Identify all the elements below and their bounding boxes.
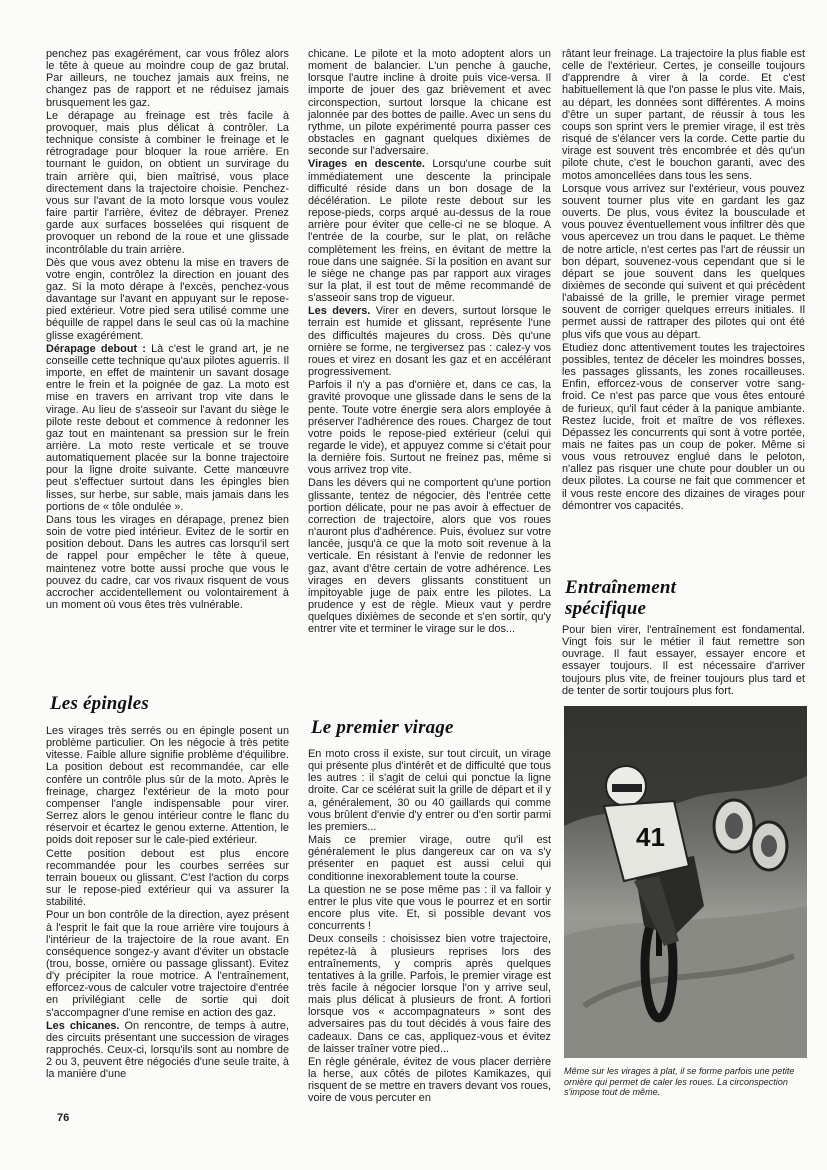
column-2 xyxy=(308,48,551,636)
photo-caption: Même sur les virages à plat, il se forme parfois une petite ornière qui permet de caler les roues. La circonspection s'impose tout de même. xyxy=(564,1066,795,1098)
paragraph: Les virages très serrés ou en épingle posent un problème particulier. On les négocie à très petite vitesse. Faible allure signifie problème d'équilibre. La position debout est recommandée, car elle confère un contrôle plus sûr de la moto. Après le freinage, chargez l'extérieur de la moto pour compenser l'angle indispensable pour virer. Serrez alors le genou intérieur contre le flanc du réservoir et écartez le genou externe. Attention, le poids doit reposer sur le cale-pied extérieur. xyxy=(46,725,289,847)
paragraph: Dès que vous avez obtenu la mise en travers de votre engin, contrôlez la direction en jouant des gaz. Si la moto dérape à l'excès, penchez-vous davantage sur l'avant en appuyant sur le repose-pied extérieur. Votre pied sera utilisé comme une béquille de rappel dans le seul cas où la machine glisse exagérément. xyxy=(46,256,289,342)
column-3 xyxy=(562,48,805,512)
section-entrainement xyxy=(562,624,805,697)
section-premier-virage xyxy=(308,748,551,1105)
run-in-heading: Virages en descente. xyxy=(308,158,425,171)
paragraph: Dérapage debout : Là c'est le grand art, je ne conseille cette technique qu'aux pilotes aguerris. Il importe, en effet de maintenir un savant dosage entre le frein et la poignée de gaz. La moto est mise en travers en arrivant trop vite dans le virage. Au lieu de s'asseoir sur l'avant du siège le pilote reste debout et commence à redonner les gaz tout en maintenant sa pression sur le frein arrière. La moto reste verticale et se trouve automatiquement placée sur la bonne trajectoire pour la ligne droite suivante. Cette manœuvre peut s'effectuer surtout dans les épingles bien lisses, sur herbe, sur sable, mais jamais dans les portions de « tôle ondulée ». xyxy=(46,342,290,513)
paragraph: La question ne se pose même pas : il va falloir y entrer le plus vite que vous le pourrez et en sortir encore plus vite. Et, si possible devant vos concurrents ! xyxy=(308,883,551,933)
paragraph: En moto cross il existe, sur tout circuit, un virage qui présente plus d'intérêt et de difficulté que tous les autres : il s'agit de celui qui ponctue la ligne droite. Car ce scélérat suit la grille de départ et il y a, généralement, 30 ou 40 gaillards qui comme vous brûlent d'envie d'y entrer ou d'en sortir parmi les premiers... xyxy=(308,748,551,833)
paragraph: penchez pas exagérément, car vous frôlez alors le tête à queue au moindre coup de gaz brutal. Par ailleurs, ne touchez jamais aux freins, ne changez pas de rapport et ne réduisez jamais brusquement les gaz. xyxy=(46,48,289,109)
paragraph: En règle générale, évitez de vous placer derrière la herse, aux côtés de pilotes Kamikazes, qui risquent de se mettre en travers devant vos roues, voire de vous percuter en xyxy=(308,1055,551,1105)
section-title-premier-virage: Le premier virage xyxy=(311,717,454,738)
page-number: 76 xyxy=(57,1112,70,1124)
paragraph: Cette position debout est plus encore recommandée pour les courbes serrées sur terrain boueux ou glissant. C'est l'action du corps sur le repose-pied extérieur qui va assurer la stabilité. xyxy=(46,847,289,909)
section-title-entrainement: Entraînement spécifique xyxy=(565,577,677,619)
paragraph: Pour un bon contrôle de la direction, ayez présent à l'esprit le fait que la roue arrière vire toujours à l'intérieur de la trajectoire de la roue avant. En conséquence songez-y avant d'éviter un obstacle (trou, bosse, ornière ou passage glissant). Evitez d'y précipiter la roue motrice. A l'entraînement, efforcez-vous de calculer votre trajectoire d'entrée en privilégiant celle de sortie qui doit s'accompagner d'une remise en action des gaz. xyxy=(46,909,289,1019)
run-in-heading: Dérapage debout : xyxy=(46,342,146,355)
paragraph: Etudiez donc attentivement toutes les trajectoires possibles, tentez de déceler les moindres bosses, les passages glissants, les zones rocailleuses. Enfin, efforcez-vous de conserver votre sang-froid. Ce n'est pas parce que vous êtes entouré de furieux, qu'il faut céder à la panique ambiante. Restez lucide, froit et maître de vos réflexes. Dépassez les concurrents qui sont à votre portée, mais ne faites pas un coup de poker. Même si vous vous retrouvez englué dans le peloton, n'allez pas risquer une chute pour doubler un ou deux pilotes. La course ne fait que commencer et il vous reste encore des dizaines de virages pour démontrer vos capacités. xyxy=(562,341,805,512)
paragraph: Virages en descente. Lorsqu'une courbe suit immédiatement une descente la principale difficulté réside dans un bon dosage de la décélération. Le pilote reste debout sur les repose-pieds, corps arqué au-dessus de la roue arrière pour éviter que celle-ci ne se bloque. A l'entrée de la courbe, sur le plat, on relâche complètement les freins, en évitant de mettre la roue dans une saignée. Si la position en avant sur le siège ne change pas par rapport aux virages sur la plat, il est tout de même recommandé de s'asseoir sans trop de vigueur. xyxy=(308,158,551,305)
column-1 xyxy=(46,48,289,611)
run-in-heading: Les devers. xyxy=(308,305,371,318)
paragraph: Deux conseils : choisissez bien votre trajectoire, repétez-là à plusieurs reprises lors des entraînements, y compris après quelques tentatives à la grille. Parfois, le premier virage est très facile à négocier lorsque l'on y arrive seul, mais plus délicat à plusieurs de front. A fortiori lorsque vos « accompagnateurs » sont des adversaires pas du tout décidés à vous faire des cadeaux. Dans ce cas, appliquez-vous et évitez de laisser traîner votre pied... xyxy=(308,933,551,1055)
paragraph: Pour bien virer, l'entraînement est fondamental. Vingt fois sur le métier il faut remettre son ouvrage. Il faut essayer, essayer encore et essayer toujours. Il est nécessaire d'arriver toujours plus vite, de freiner toujours plus tard et de tenter de sortir toujours plus fort. xyxy=(562,624,805,697)
paragraph: chicane. Le pilote et la moto adoptent alors un moment de balancier. L'un penche à gauche, lorsque l'autre incline à droite puis vice-versa. Il importe de jouer des gaz brièvement et avec circonspection, surtout lorsque la chicane est jalonnée par des bottes de paille. Avec un sens du rythme, un pilote expérimenté pourra passer ces obstacles en gagnant quelques dixièmes de seconde sur l'adversaire. xyxy=(308,48,551,158)
paragraph: Dans tous les virages en dérapage, prenez bien soin de votre pied intérieur. Evitez de le sortir en position debout. Dans les autres cas lorsqu'il sert de rappel pour empêcher le tête à queue, maintenez votre botte aussi proche que vous le pouvez du cadre, car vos rivaux risquent de vous accrocher accidentellement ou volontairement à un moment où vous êtes très vulnérable. xyxy=(46,513,289,612)
paragraph: Dans les dévers qui ne comportent qu'une portion glissante, tentez de négocier, dès l'entrée cette portion délicate, pour ne pas avoir à effectuer de correction de trajectoire, alors que vos roues n'auront plus d'adhérence. Puis, évoluez sur votre lancée, jusqu'à ce que la moto soit revenue à la verticale. En résistant à l'envie de redonner les gaz, avant d'être certain de votre adhérence. Les virages en devers glissants constituent un impitoyable juge de paix entre les pilotes. La prudence y est de règle. Mieux vaut y perdre quelques dixièmes de seconde et s'en sortir, qu'y entrer vite et terminer le virage sur le dos... xyxy=(308,477,551,636)
paragraph: râtant leur freinage. La trajectoire la plus fiable est celle de l'extérieur. Certes, je conseille toujours d'apprendre à virer à la corde. Et c'est habituellement là que l'on passe le plus vite. Mais, au départ, les données sont différentes. A moins d'être un super partant, de réussir à tous les coups son sprint vers le premier virage, il est très risqué de s'élancer vers la corde. Cette partie du virage est souvent très encombrée et dès qu'un pilote chute, c'est le bouchon garanti, avec des motos amoncellées dans tous les sens. xyxy=(562,48,805,182)
motocross-photo xyxy=(564,706,807,1058)
paragraph: Mais ce premier virage, outre qu'il est généralement le plus dangereux car on va s'y présenter en paquet est aussi celui qui conditionne inexorablement toute la course. xyxy=(308,834,551,883)
section-epingles xyxy=(46,725,289,1081)
race-number: 41 xyxy=(636,822,665,852)
section-title-epingles: Les épingles xyxy=(50,693,149,714)
paragraph: Les chicanes. On rencontre, de temps à autre, des circuits présentant une succession de virages rapprochés. Ceux-ci, lorsqu'ils sont au nombre de 2 ou 3, peuvent être négociés d'une seule traite, à la manière d'une xyxy=(46,1019,290,1081)
run-in-heading: Les chicanes. xyxy=(46,1019,120,1032)
paragraph: Le dérapage au freinage est très facile à provoquer, mais plus délicat à contrôler. La technique consiste à combiner le freinage et le rétrogradage pour bloquer la roue arrière. En tournant le guidon, on obtient un survirage du train arrière qui, bien maîtrisé, vous place directement dans la trajectoire choisie. Penchez-vous sur l'avant de la moto lorsque vous voulez faire partir l'arrière, évitez de débrayer. Prenez garde aux surfaces bosselées qui risquent de provoquer un rebond de la roue et une glissade incontrôlable du train arrière. xyxy=(46,109,289,256)
motocross-rider-illustration xyxy=(564,706,807,1058)
ground xyxy=(564,906,807,1058)
paragraph: Lorsque vous arrivez sur l'extérieur, vous pouvez souvent tourner plus vite en gardant les gaz ouverts. De plus, vous évitez la bousculade et vous pouvez éventuellement vous infiltrer dès que vous apercevez un trou dans le paquet. Le thème de notre article, n'est certes pas l'art de réussir un bon départ, souvenez-vous cependant que si le départ se joue souvent dans les quelques dixièmes de seconde qui suivent et qui précèdent l'abaissé de la grille, le premier virage permet souvent de corriger quelques erreurs initiales. Il permet aussi de rattraper des pilotes qui ont été plus vifs que vous au départ. xyxy=(562,182,805,341)
paragraph: Parfois il n'y a pas d'ornière et, dans ce cas, la gravité provoque une glissade dans le sens de la pente. Toute votre énergie sera alors employée à préserver l'adhérence des roues. Chargez de tout votre poids le repose-pied extérieur (celui qui regarde le vide), et appuyez comme si c'était pour la dernière fois. Surtout ne freinez pas, même si vous arrivez trop vite. xyxy=(308,379,551,477)
paragraph: Les devers. Virer en devers, surtout lorsque le terrain est humide et glissant, représente l'une des difficultés majeures du cross. Dès qu'une ornière se forme, ne tergiversez pas : calez-y vos roues et virez en dosant les gaz et en accélérant progressivement. xyxy=(308,305,552,379)
